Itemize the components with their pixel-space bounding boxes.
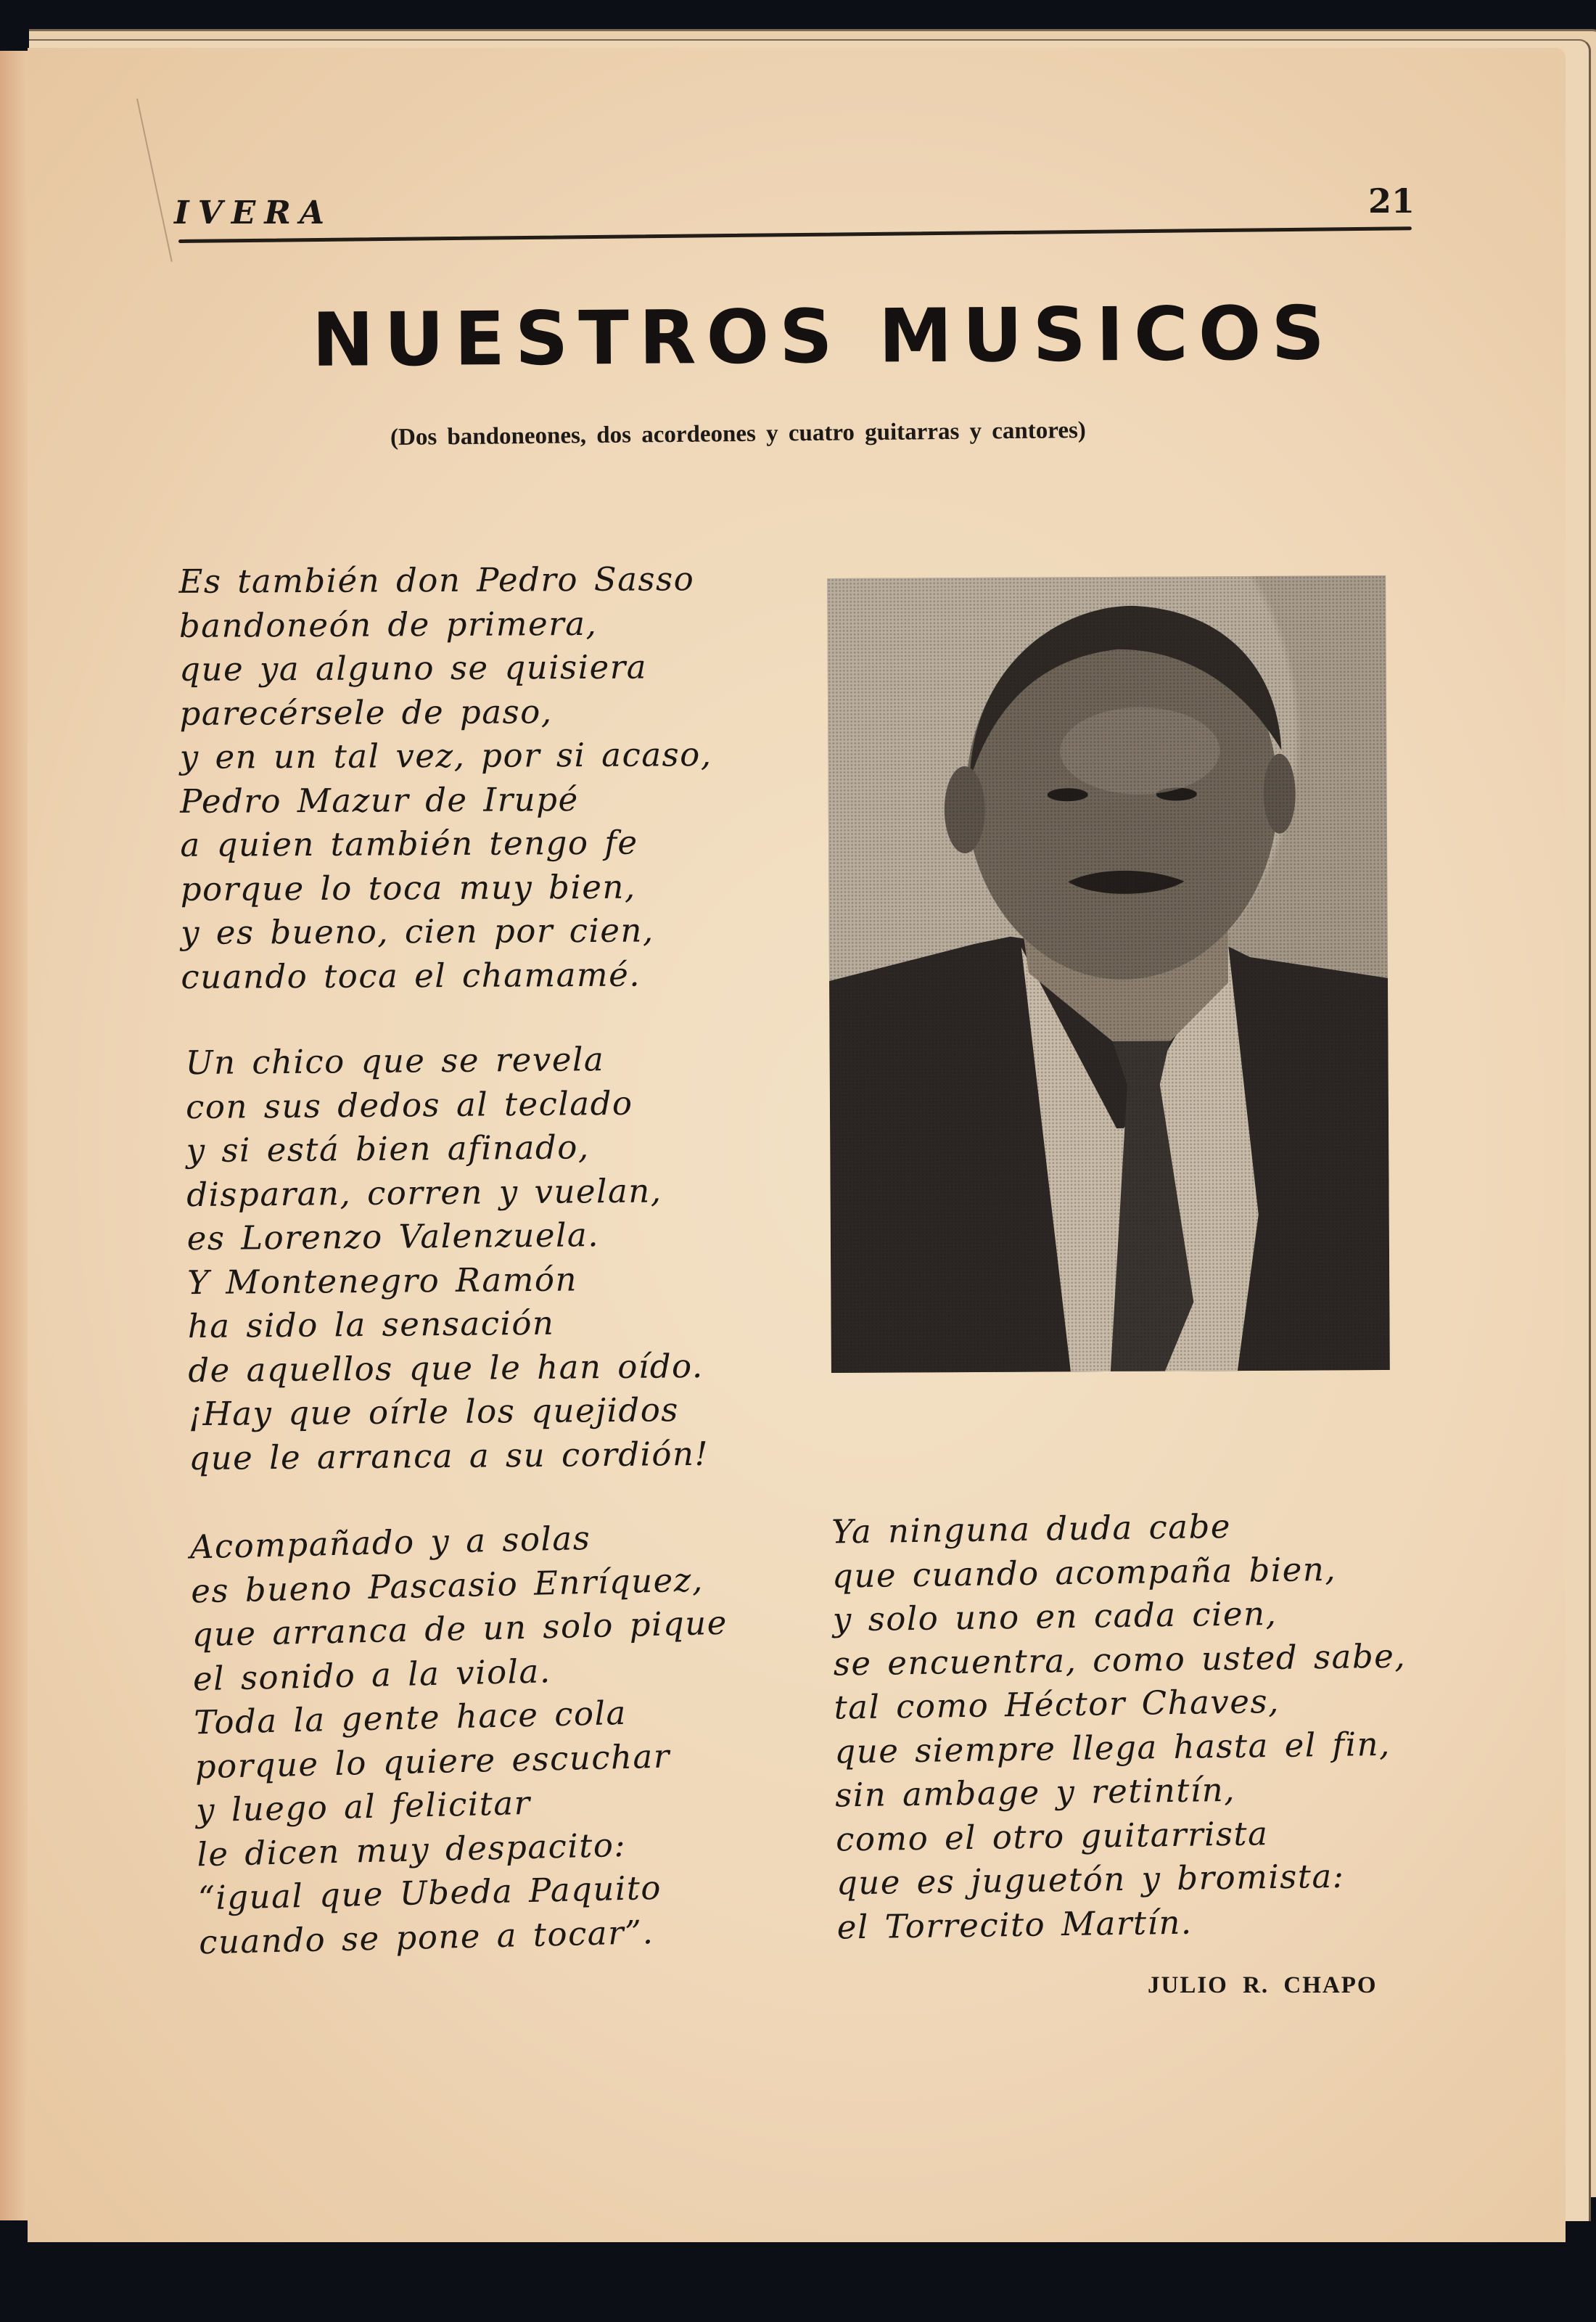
verse-line: y luego al felicitar bbox=[195, 1783, 532, 1830]
facing-page-edge bbox=[0, 51, 30, 2220]
verse-line: Es también don Pedro Sasso bbox=[178, 559, 695, 601]
verse-line: “igual que Ubeda Paquito bbox=[197, 1868, 662, 1918]
background-edge bbox=[0, 2242, 1596, 2322]
verse-line: y en un tal vez, por si acaso, bbox=[179, 735, 712, 776]
portrait-photo bbox=[827, 575, 1390, 1373]
verse-line: ¡Hay que oírle los quejidos bbox=[188, 1390, 680, 1434]
stanza bbox=[189, 1514, 735, 1965]
verse-line: porque lo toca muy bien, bbox=[180, 867, 636, 908]
verse-line: y es bueno, cien por cien, bbox=[180, 911, 654, 952]
verse-line: como el otro guitarrista bbox=[835, 1813, 1269, 1858]
face-highlight bbox=[1060, 707, 1220, 795]
verse-line: y solo uno en cada cien, bbox=[832, 1593, 1278, 1639]
verse-line: que cuando acompaña bien, bbox=[831, 1549, 1337, 1596]
running-head: IVERA bbox=[174, 194, 333, 231]
verse-line: es bueno Pascasio Enríquez, bbox=[190, 1559, 704, 1610]
author-signature: JULIO R. CHAPO bbox=[1148, 1972, 1378, 1998]
verse-line: Pedro Mazur de Irupé bbox=[180, 779, 579, 821]
verse-line: se encuentra, como usted sabe, bbox=[833, 1636, 1407, 1683]
verse-line: tal como Héctor Chaves, bbox=[834, 1681, 1280, 1727]
verse-line: disparan, corren y vuelan, bbox=[186, 1170, 662, 1214]
verse-line: con sus dedos al teclado bbox=[185, 1083, 633, 1126]
verse-line: parecérsele de paso, bbox=[179, 692, 553, 733]
stanza bbox=[178, 557, 713, 999]
article-subtitle: (Dos bandoneones, dos acordeones y cuatro guitarras y cantores) bbox=[390, 417, 1087, 451]
verse-line: bandoneón de primera, bbox=[178, 604, 598, 645]
verse-line: Toda la gente hace cola bbox=[193, 1693, 628, 1742]
stanza bbox=[831, 1503, 1410, 1950]
page-number: 21 bbox=[1368, 181, 1415, 221]
verse-line: le dicen muy despacito: bbox=[196, 1825, 627, 1874]
verse-line: Ya ninguna duda cabe bbox=[831, 1506, 1232, 1551]
verse-line: cuando se pone a tocar”. bbox=[198, 1912, 654, 1961]
verse-line: Un chico que se revela bbox=[185, 1040, 605, 1083]
verse-line: y si está bien afinado, bbox=[186, 1128, 590, 1170]
verse-line: que arranca de un solo pique bbox=[192, 1603, 728, 1654]
verse-line: ha sido la sensación bbox=[187, 1303, 555, 1346]
portrait-illustration bbox=[827, 575, 1390, 1373]
verse-line: que siempre llega hasta el fin, bbox=[834, 1724, 1391, 1771]
verse-line: el sonido a la viola. bbox=[192, 1651, 552, 1698]
verse-line: que le arranca a su cordión! bbox=[189, 1434, 709, 1477]
verse-line: Y Montenegro Ramón bbox=[187, 1259, 578, 1302]
verse-line: el Torrecito Martín. bbox=[836, 1903, 1193, 1946]
verse-line: sin ambage y retintín, bbox=[834, 1770, 1236, 1815]
article-title: NUESTROS MUSICOS bbox=[311, 290, 1336, 384]
stanza bbox=[185, 1037, 709, 1480]
paper-crease bbox=[136, 99, 173, 262]
verse-line: a quien también tengo fe bbox=[180, 823, 638, 864]
verse-line: cuando toca el chamamé. bbox=[181, 955, 641, 996]
verse-line: Acompañado y a solas bbox=[189, 1518, 591, 1567]
verse-line: de aquellos que le han oído. bbox=[188, 1346, 704, 1390]
verse-line: que es juguetón y bromista: bbox=[836, 1856, 1345, 1903]
verse-line: porque lo quiere escuchar bbox=[194, 1736, 671, 1786]
verse-line: es Lorenzo Valenzuela. bbox=[186, 1215, 600, 1258]
verse-line: que ya alguno se quisiera bbox=[179, 647, 648, 689]
